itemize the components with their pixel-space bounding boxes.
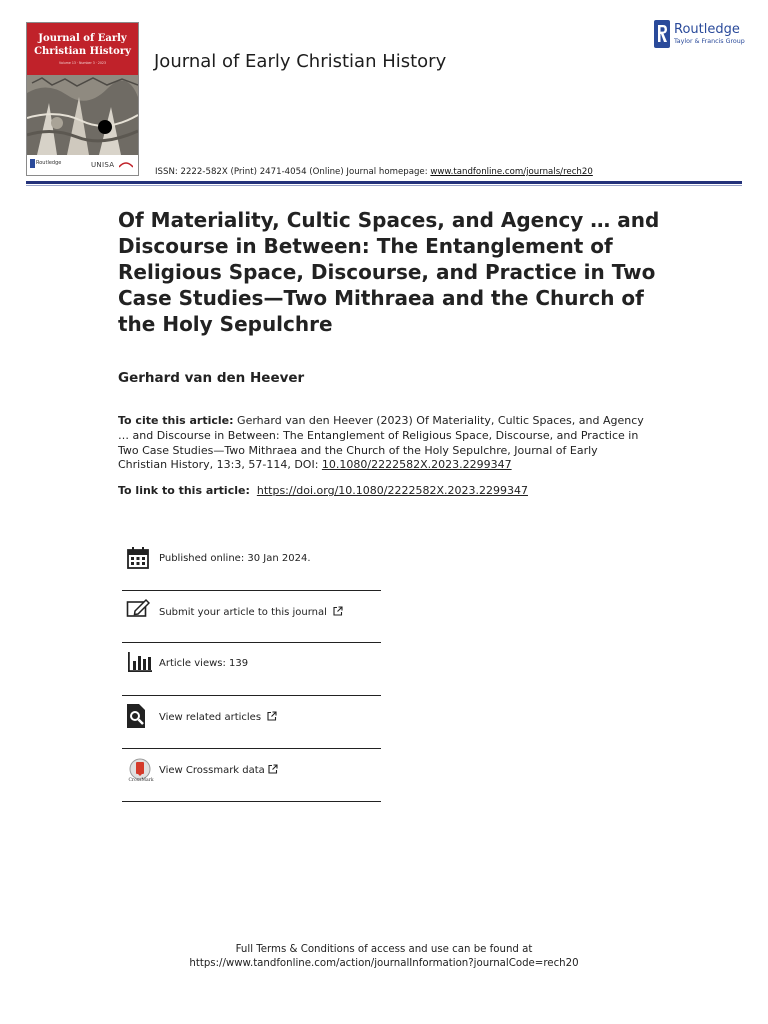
bar-chart-icon <box>126 652 152 672</box>
info-divider <box>122 642 381 643</box>
cover-routledge-logo-icon <box>30 159 35 168</box>
journal-title: Journal of Early Christian History <box>154 51 447 72</box>
calendar-icon <box>126 546 150 570</box>
external-link-icon <box>268 764 278 774</box>
info-divider <box>122 695 381 696</box>
cover-partner: UNISA <box>91 161 115 169</box>
link-label: To link to this article: <box>118 484 250 497</box>
related-articles-text: View related articles <box>159 712 262 723</box>
cover-unisa-logo-icon <box>119 161 133 168</box>
published-online-label: Published online: 30 Jan 2024. <box>159 553 311 564</box>
terms-url[interactable]: https://www.tandfonline.com/action/journalInformation?journalCode=rech20 <box>189 958 579 969</box>
crossmark-item[interactable] <box>122 750 381 800</box>
issn-text: ISSN: 2222-582X (Print) 2471-4054 (Online) Journal homepage: <box>155 167 431 177</box>
related-articles-label[interactable] <box>159 711 277 724</box>
crossmark-label[interactable] <box>159 764 278 777</box>
routledge-name: Routledge <box>674 22 740 37</box>
article-link-line <box>118 483 528 498</box>
article-views-item <box>122 644 381 694</box>
routledge-logo[interactable] <box>654 20 746 50</box>
cover-footer <box>27 155 138 175</box>
cover-title-line2: Christian History <box>34 45 131 57</box>
article-doi-url[interactable]: https://doi.org/10.1080/2222582X.2023.2299347 <box>256 484 528 497</box>
terms-line: Full Terms & Conditions of access and use can be found at <box>235 944 533 955</box>
header-divider-thin <box>26 185 742 186</box>
related-articles-item[interactable] <box>122 697 381 747</box>
routledge-r-icon <box>654 20 670 48</box>
edit-pencil-icon <box>126 598 150 620</box>
citation-label: To cite this article: <box>118 414 234 427</box>
cover-art-panel <box>27 23 138 155</box>
crossmark-text: View Crossmark data <box>159 765 265 776</box>
article-title: Of Materiality, Cultic Spaces, and Agency … and Discourse in Between: The Entanglement of Religious Space, Discourse, and Practice in Two Case Studies—Two Mithraea and the Church of the Holy Sepulchre <box>118 208 660 336</box>
cover-subtitle: Volume 13 · Number 3 · 2023 <box>59 61 106 65</box>
external-link-icon <box>333 606 343 616</box>
info-divider <box>122 801 381 802</box>
cover-publisher: Routledge <box>36 160 62 166</box>
citation-doi-link[interactable]: 10.1080/2222582X.2023.2299347 <box>321 458 512 472</box>
header-divider <box>26 181 742 184</box>
terms-footer <box>0 943 768 971</box>
info-divider <box>122 748 381 749</box>
journal-homepage-link[interactable]: www.tandfonline.com/journals/rech20 <box>430 167 593 177</box>
submit-article-item[interactable] <box>122 592 381 642</box>
info-divider <box>122 590 381 591</box>
author-name: Gerhard van den Heever <box>118 370 305 386</box>
crossmark-caption: CrossMark <box>128 778 154 783</box>
related-search-icon <box>126 703 148 729</box>
published-online-item <box>122 540 381 590</box>
article-views-label: Article views: 139 <box>159 658 249 669</box>
submit-article-label[interactable] <box>159 606 343 619</box>
issn-line <box>155 166 593 178</box>
submit-article-text: Submit your article to this journal <box>159 607 327 618</box>
external-link-icon <box>267 711 277 721</box>
routledge-subtitle: Taylor & Francis Group <box>674 38 745 45</box>
citation-block <box>118 414 648 473</box>
journal-cover-image <box>26 22 139 176</box>
cover-title-line1: Journal of Early <box>38 33 127 44</box>
citation-text: Gerhard van den Heever (2023) Of Materiality, Cultic Spaces, and Agency … and Discourse in Between: The Entanglement of Religious Space, Discourse, and Practice in Two Case Studies—Two Mithraea and the Church of the Holy Sepulchre, Journal of Early Christian History, 13:3, 57-114, DOI: <box>118 414 644 472</box>
